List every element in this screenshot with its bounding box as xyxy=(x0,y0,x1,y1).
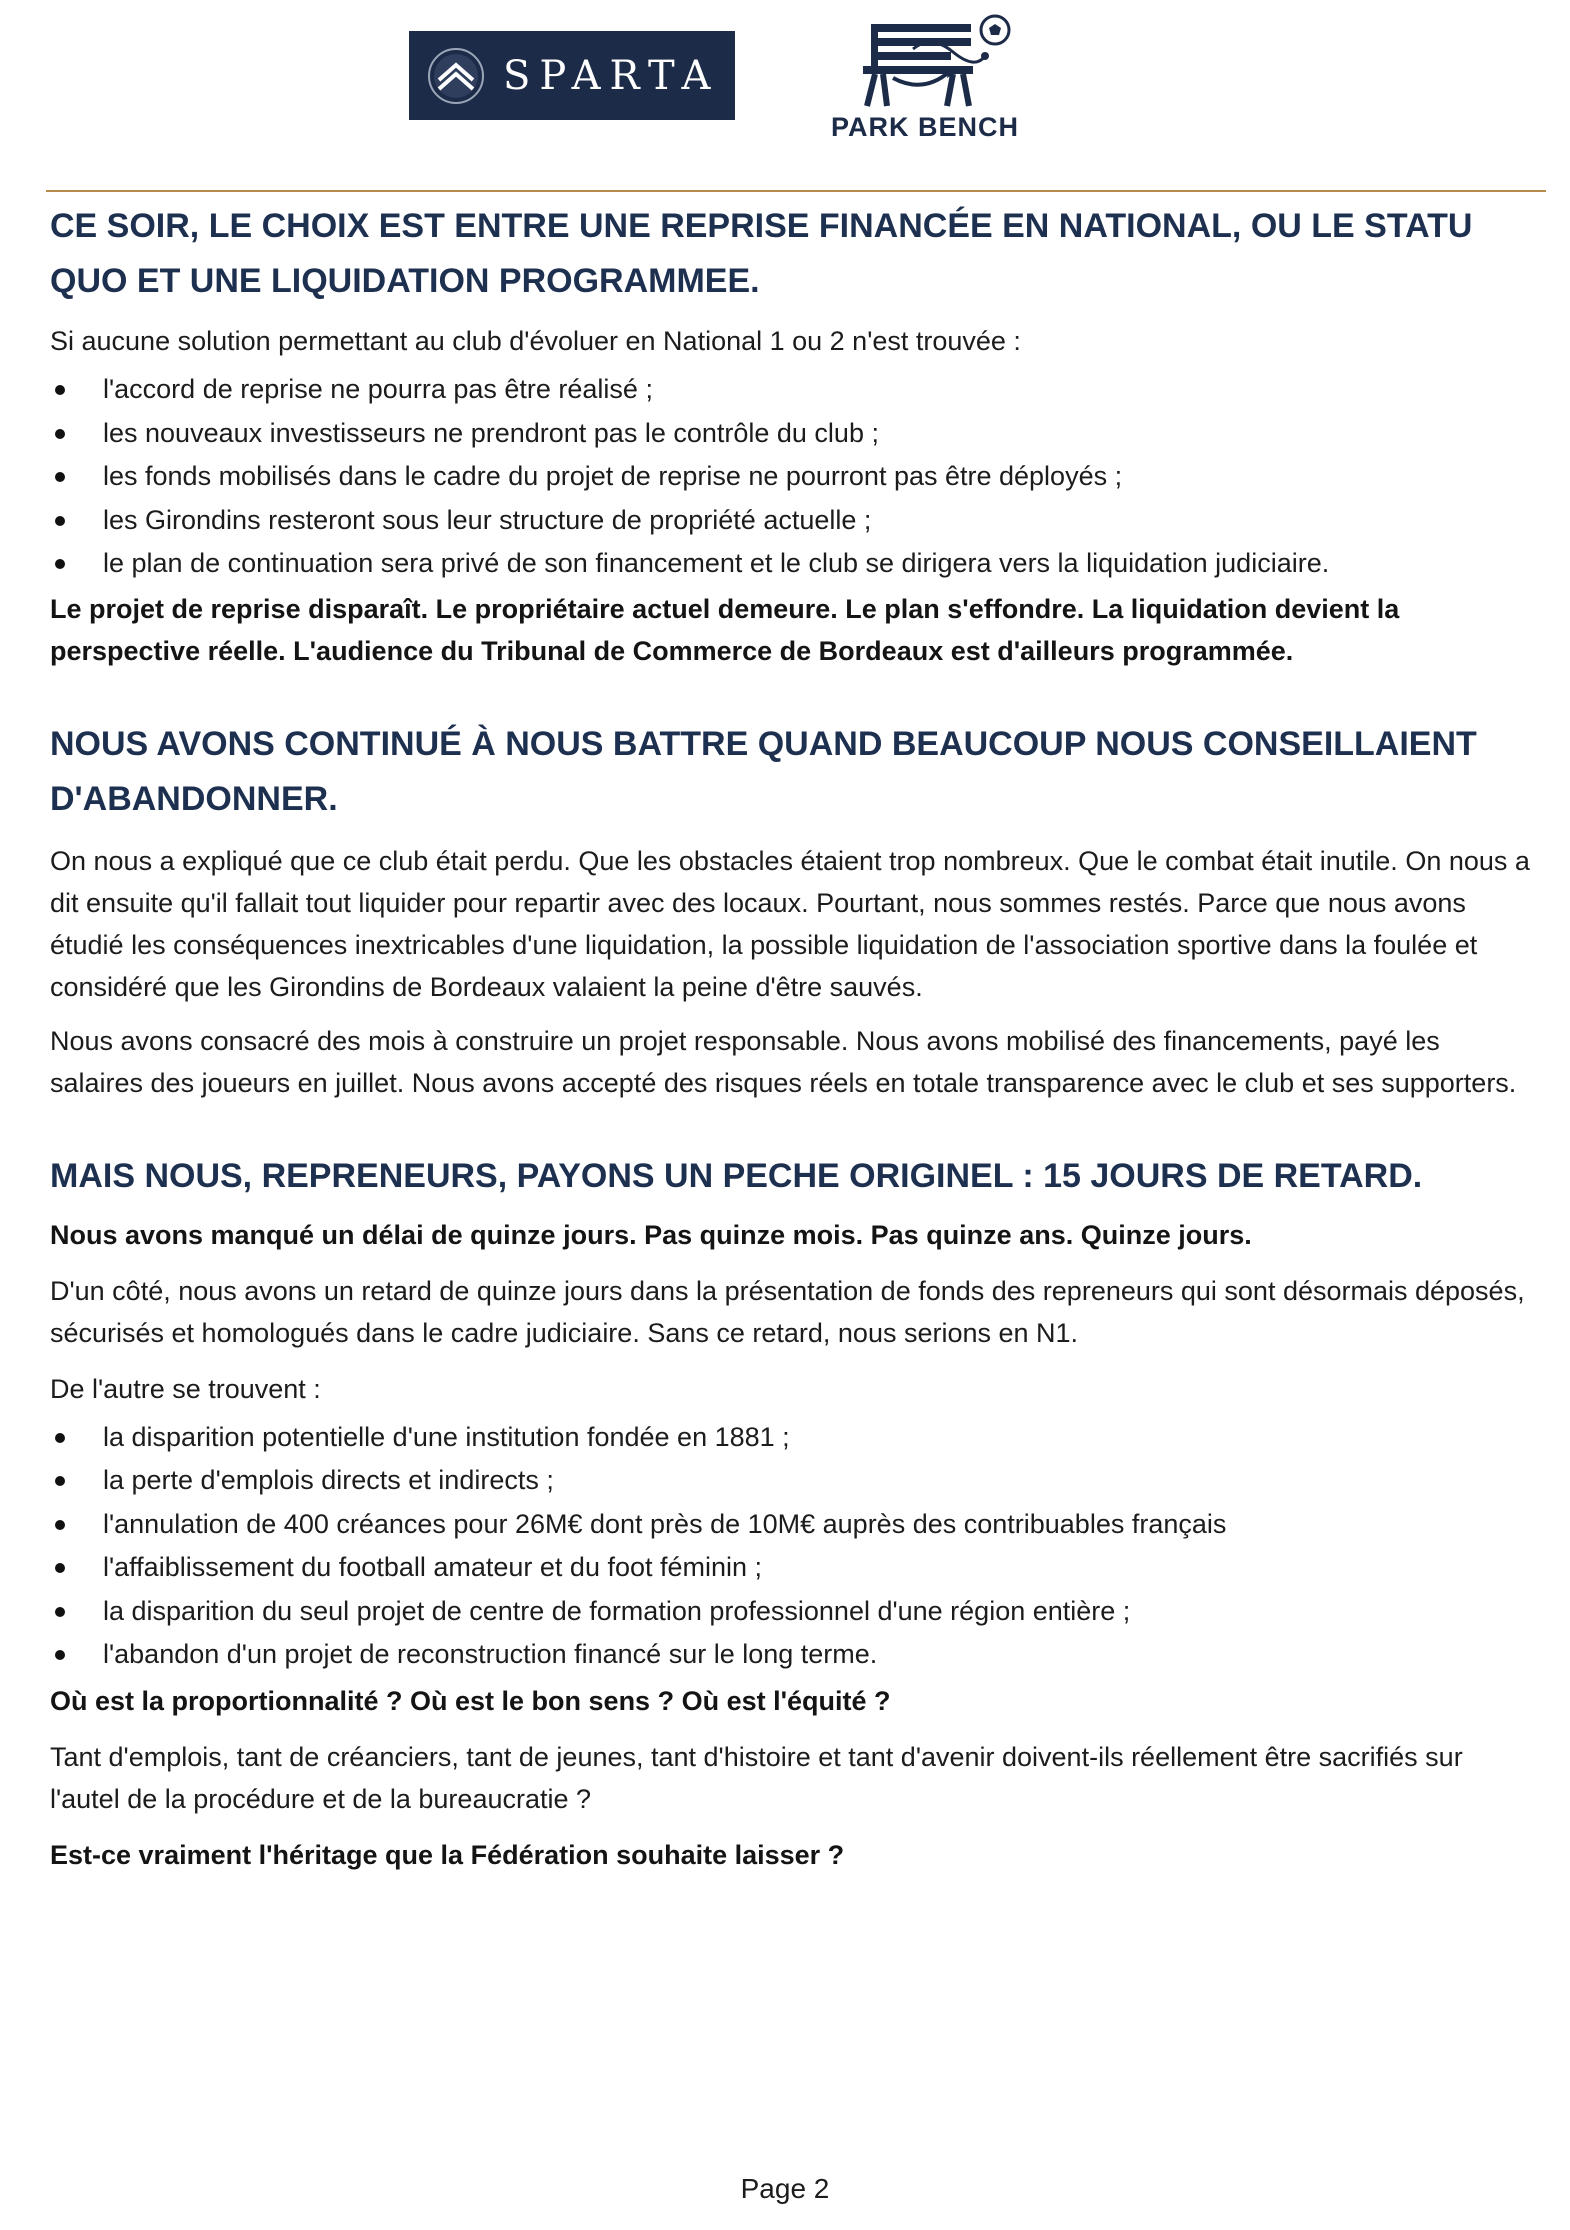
document-body xyxy=(50,198,1530,1876)
section3-intro: De l'autre se trouvent : xyxy=(50,1373,321,1404)
list-item: les Girondins resteront sous leur structure de propriété actuelle ; xyxy=(50,499,1530,543)
section3-question-2: Est-ce vraiment l'héritage que la Fédération souhaite laisser ? xyxy=(50,1839,845,1870)
section2-paragraph-2: Nous avons consacré des mois à construire un projet responsable. Nous avons mobilisé des financements, payé les salaires des joueurs en juillet. Nous avons accepté des risques réels en totale transparence avec le club et ses supporters. xyxy=(50,1025,1517,1098)
list-item: le plan de continuation sera privé de son financement et le club se dirigera vers la liquidation judiciaire. xyxy=(50,542,1530,586)
section1-intro: Si aucune solution permettant au club d'évoluer en National 1 ou 2 n'est trouvée : xyxy=(50,326,1021,356)
sparta-emblem-icon xyxy=(427,47,485,105)
section2-paragraph-1: On nous a expliqué que ce club était perdu. Que les obstacles étaient trop nombreux. Que le combat était inutile. On nous a dit ensuite qu'il fallait tout liquider pour repartir avec des locaux. Pourtant, nous sommes restés. Parce que nous avons étudié les conséquences inextricables d'une liquidation, la possible liquidation de l'association sportive dans la foulée et considéré que les Girondins de Bordeaux valaient la peine d'être sauvés. xyxy=(50,845,1530,1002)
sparta-logo xyxy=(409,31,735,120)
section2-heading: NOUS AVONS CONTINUÉ À NOUS BATTRE QUAND BEAUCOUP NOUS CONSEILLAIENT D'ABANDONNER. xyxy=(50,724,1477,818)
list-item: la disparition potentielle d'une institution fondée en 1881 ; xyxy=(50,1416,1530,1460)
section3-paragraph-1: D'un côté, nous avons un retard de quinze jours dans la présentation de fonds des repreneurs qui sont désormais déposés, sécurisés et homologués dans le cadre judiciaire. Sans ce retard, nous serions en N1. xyxy=(50,1275,1525,1348)
list-item: l'affaiblissement du football amateur et du foot féminin ; xyxy=(50,1546,1530,1590)
list-item: la perte d'emplois directs et indirects ; xyxy=(50,1459,1530,1503)
list-item: les nouveaux investisseurs ne prendront pas le contrôle du club ; xyxy=(50,412,1530,456)
page-header xyxy=(0,0,1570,150)
sparta-logo-text: SPARTA xyxy=(503,52,720,99)
section1-heading: CE SOIR, LE CHOIX EST ENTRE UNE REPRISE FINANCÉE EN NATIONAL, OU LE STATU QUO ET UNE LIQUIDATION PROGRAMMEE. xyxy=(50,207,1473,300)
section1-bullet-list xyxy=(50,368,1530,586)
section3-bullet-list xyxy=(50,1416,1530,1677)
list-item: l'accord de reprise ne pourra pas être réalisé ; xyxy=(50,368,1530,412)
list-item: la disparition du seul projet de centre de formation professionnel d'une région entière ; xyxy=(50,1590,1530,1634)
header-divider xyxy=(46,190,1546,192)
list-item: l'abandon d'un projet de reconstruction financé sur le long terme. xyxy=(50,1633,1530,1677)
section3-lead: Nous avons manqué un délai de quinze jours. Pas quinze mois. Pas quinze ans. Quinze jours. xyxy=(50,1219,1252,1250)
list-item: l'annulation de 400 créances pour 26M€ dont près de 10M€ auprès des contribuables français xyxy=(50,1503,1530,1547)
section3-heading: MAIS NOUS, REPRENEURS, PAYONS UN PECHE ORIGINEL : 15 JOURS DE RETARD. xyxy=(50,1156,1423,1195)
section3-paragraph-2: Tant d'emplois, tant de créanciers, tant de jeunes, tant d'histoire et tant d'avenir doivent-ils réellement être sacrifiés sur l'autel de la procédure et de la bureaucratie ? xyxy=(50,1741,1463,1814)
park-bench-icon xyxy=(853,14,1013,114)
section3-question-1: Où est la proportionnalité ? Où est le bon sens ? Où est l'équité ? xyxy=(50,1685,891,1716)
park-bench-logo xyxy=(815,14,1035,142)
section1-conclusion: Le projet de reprise disparaît. Le propriétaire actuel demeure. Le plan s'effondre. La liquidation devient la perspective réelle. L'audience du Tribunal de Commerce de Bordeaux est d'ailleurs programmée. xyxy=(50,593,1400,666)
list-item: les fonds mobilisés dans le cadre du projet de reprise ne pourront pas être déployés ; xyxy=(50,455,1530,499)
page-number: Page 2 xyxy=(740,2173,830,2204)
park-bench-logo-text: PARK BENCH xyxy=(830,112,1019,142)
